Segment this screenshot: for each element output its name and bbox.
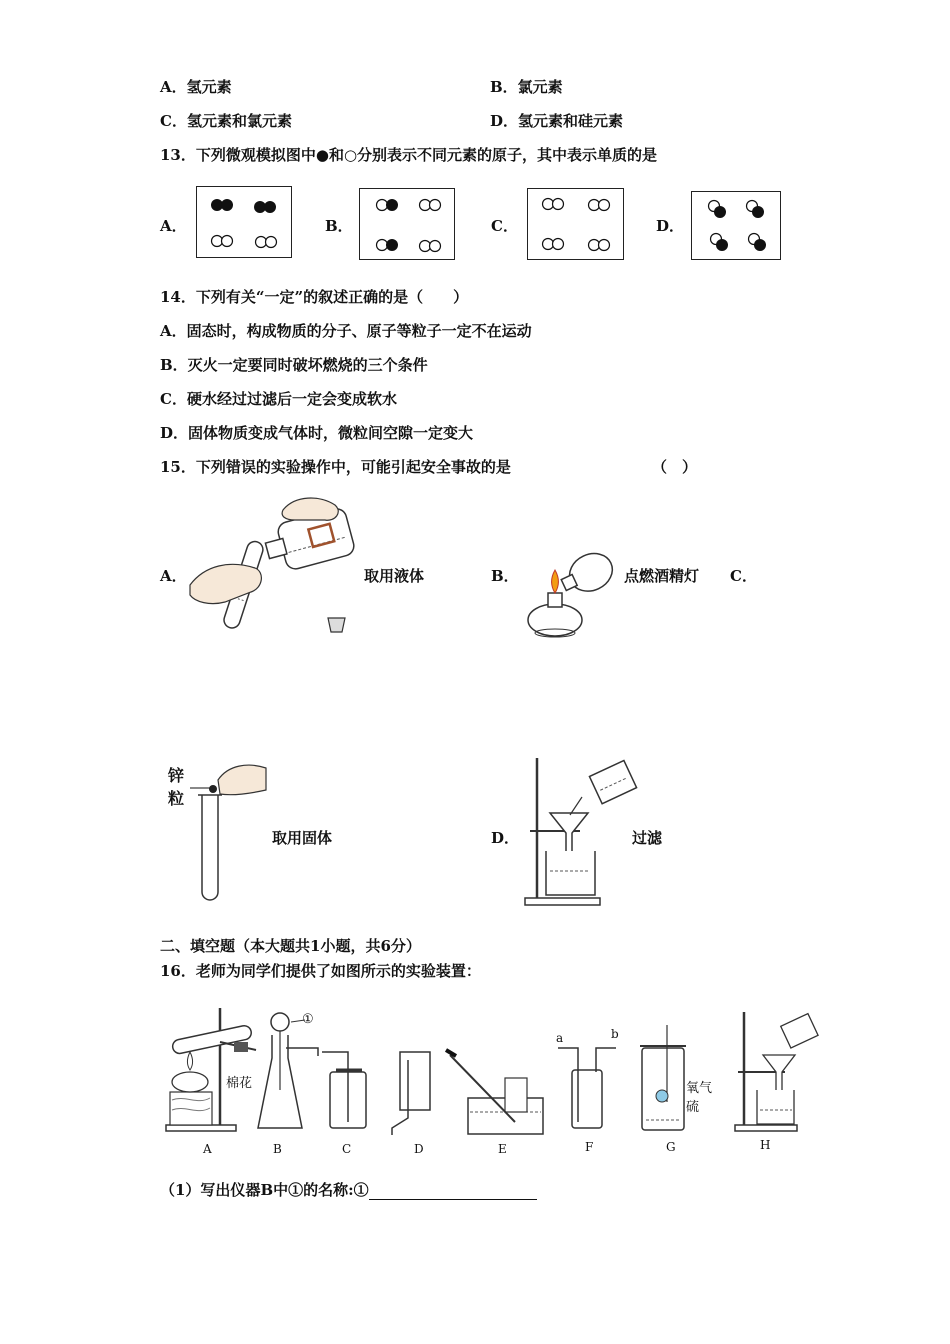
annot-cotton: 棉花 (226, 1076, 253, 1091)
zinc-label-2: 粒 (168, 789, 185, 808)
q12-option-a: A．氢元素 (160, 78, 232, 96)
annot-circle-1: ① (302, 1012, 314, 1027)
apparatus-label-d: D (414, 1142, 424, 1156)
apparatus-label-e: E (498, 1142, 507, 1156)
q14-stem: 14．下列有关“一定”的叙述正确的是（ ） (160, 288, 469, 306)
q13-label-b: B． (325, 217, 353, 235)
q15-caption-d: 过滤 (632, 829, 663, 847)
apparatus-label-g: G (666, 1140, 676, 1154)
q15-label-d: D． (491, 829, 520, 847)
q15-stem: 15．下列错误的实验操作中，可能引起安全事故的是 (160, 458, 511, 476)
q15-answer-paren: （ ） (652, 458, 698, 476)
q13-label-c: C． (491, 217, 518, 235)
q15-caption-b: 点燃酒精灯 (624, 567, 700, 585)
annot-a: a (556, 1031, 564, 1045)
section2-title: 二、填空题（本大题共1小题，共6分） (160, 937, 421, 955)
annot-sulfur: 硫 (686, 1100, 700, 1115)
q15-caption-c: 取用固体 (272, 829, 333, 847)
q16-stem: 16．老师为同学们提供了如图所示的实验装置： (160, 962, 481, 980)
q16-sub1-text: （1）写出仪器B中①的名称:① (160, 1181, 369, 1199)
q12-option-c: C．氢元素和氯元素 (160, 112, 292, 130)
apparatus-label-a: A (203, 1142, 212, 1156)
q14-option-d: D．固体物质变成气体时，微粒间空隙一定变大 (160, 424, 474, 442)
q13-stem: 13．下列微观模拟图中●和○分别表示不同元素的原子，其中表示单质的是 (160, 146, 658, 164)
q15-label-c: C． (730, 567, 757, 585)
apparatus-figure (160, 1000, 825, 1160)
apparatus-label-b: B (273, 1142, 282, 1156)
q16-sub1 (160, 1180, 537, 1200)
q12-option-b: B．氯元素 (490, 78, 563, 96)
q13-figure-d (691, 191, 781, 260)
q15-label-b: B． (491, 567, 519, 585)
test-tube-zinc-figure (188, 760, 268, 905)
q13-figure-b (359, 188, 455, 260)
q14-option-a: A．固态时，构成物质的分子、原子等粒子一定不在运动 (160, 322, 532, 340)
apparatus-label-h: H (760, 1138, 771, 1152)
q15-label-a: A． (160, 567, 187, 585)
q13-label-a: A． (160, 217, 187, 235)
annot-b: b (611, 1027, 619, 1041)
q12-option-d: D．氢元素和硅元素 (490, 112, 624, 130)
q15-caption-a: 取用液体 (364, 567, 425, 585)
q13-figure-a (196, 186, 292, 258)
apparatus-label-c: C (342, 1142, 352, 1156)
answer-blank[interactable] (369, 1185, 537, 1200)
apparatus-label-f: F (585, 1140, 594, 1154)
q14-option-c: C．硬水经过过滤后一定会变成软水 (160, 390, 397, 408)
pouring-liquid-figure (185, 490, 365, 640)
q13-label-d: D． (656, 217, 685, 235)
annot-oxygen: 氧气 (686, 1081, 713, 1096)
alcohol-lamp-figure (520, 545, 620, 640)
q14-option-b: B．灭火一定要同时破坏燃烧的三个条件 (160, 356, 428, 374)
q13-figure-c (527, 188, 624, 260)
zinc-label-1: 锌 (168, 766, 185, 785)
filtration-figure (520, 753, 645, 908)
